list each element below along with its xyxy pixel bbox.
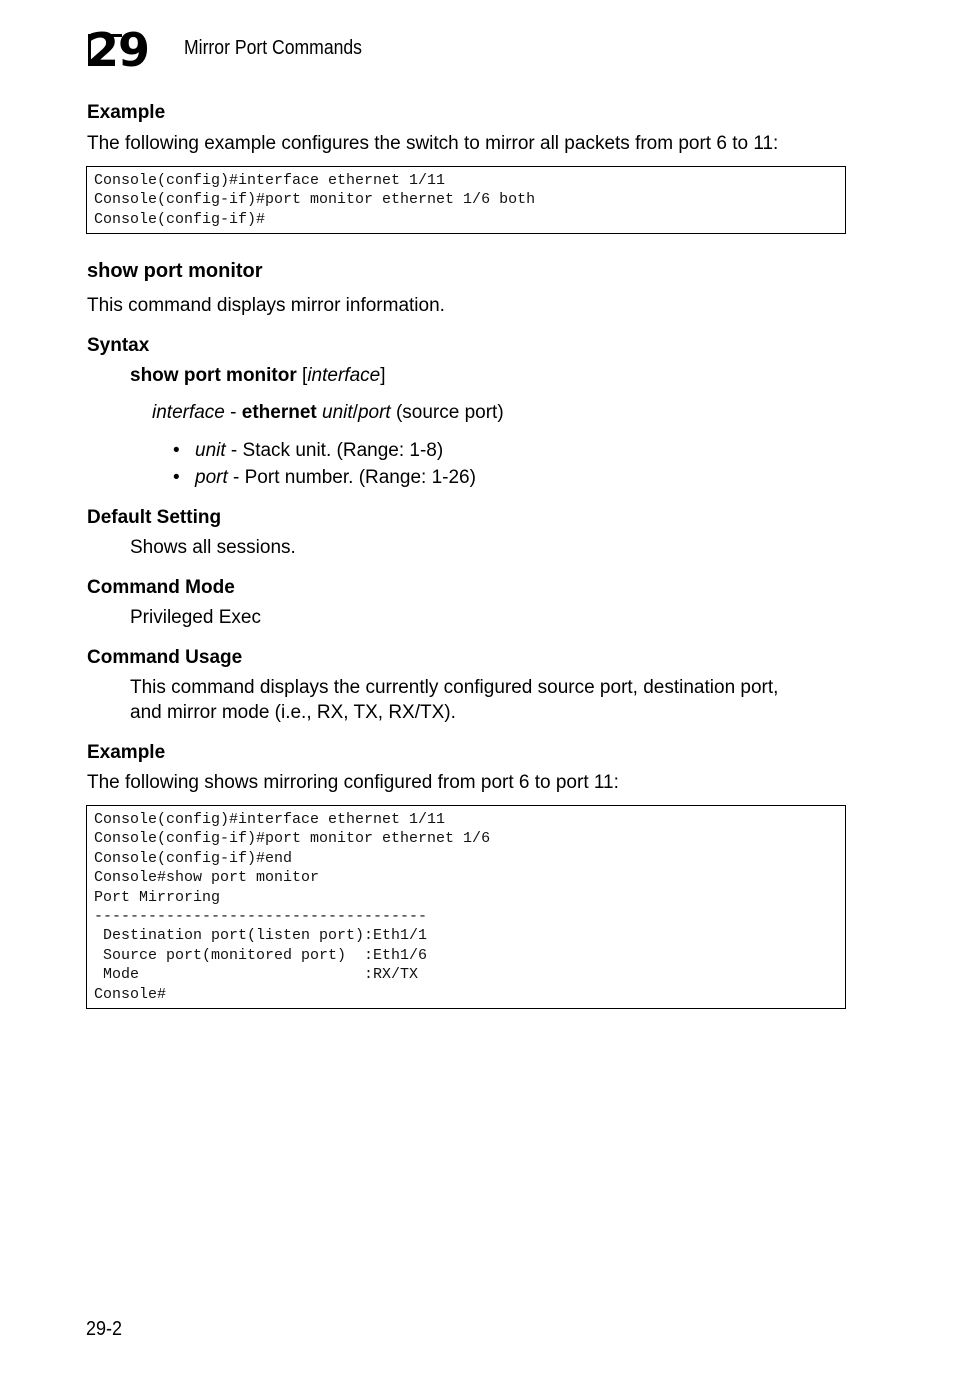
param-unit: unit <box>322 402 353 423</box>
syntax-heading: Syntax <box>87 335 150 356</box>
command-title: show port monitor <box>87 260 263 282</box>
chapter-number: 29 <box>87 23 150 77</box>
param-suffix: (source port) <box>390 402 504 423</box>
syntax-close-bracket: ] <box>380 365 386 386</box>
example-heading: Example <box>87 742 166 763</box>
example-intro: The following shows mirroring configured from port 6 to port 11: <box>87 772 619 793</box>
bullet-text: - Port number. (Range: 1-26) <box>227 467 476 488</box>
command-usage-line-1: This command displays the currently configured source port, destination port, <box>130 677 779 698</box>
code-line: Destination port(listen port):Eth1/1 <box>94 927 428 945</box>
page-number: 29-2 <box>86 1318 123 1340</box>
code-line: Console#show port monitor <box>94 869 320 887</box>
syntax-command: show port monitor <box>130 365 297 386</box>
param-slash: / <box>352 402 358 423</box>
code-line: Console(config-if)#end <box>94 849 293 867</box>
chapter-title: Mirror Port Commands <box>184 37 362 59</box>
example-intro: The following example configures the switch to mirror all packets from port 6 to 11: <box>87 133 779 154</box>
param-keyword: ethernet <box>241 402 317 423</box>
command-description: This command displays mirror information. <box>87 295 445 316</box>
command-mode-text: Privileged Exec <box>130 607 261 628</box>
bullet-text: - Stack unit. (Range: 1-8) <box>225 440 444 461</box>
code-line: Mode :RX/TX <box>94 966 419 984</box>
code-line: ------------------------------------- <box>94 908 428 926</box>
default-setting-text: Shows all sessions. <box>130 537 296 558</box>
code-line: Source port(monitored port) :Eth1/6 <box>94 946 428 964</box>
syntax-param-definition <box>152 402 504 424</box>
syntax-bullet-unit <box>195 440 443 462</box>
code-block-example-2 <box>86 805 846 1009</box>
code-line: Console(config-if)# <box>94 210 266 228</box>
command-usage-heading: Command Usage <box>87 647 243 668</box>
bullet-marker: • <box>173 440 180 461</box>
code-block-example-1 <box>86 166 846 234</box>
command-usage-line-2: and mirror mode (i.e., RX, TX, RX/TX). <box>130 702 456 723</box>
param-port: port <box>357 402 391 423</box>
example-heading: Example <box>87 102 166 123</box>
syntax-param: interface <box>307 365 381 386</box>
bullet-marker: • <box>173 467 180 488</box>
syntax-command-line <box>130 365 385 387</box>
code-line: Console(config)#interface ethernet 1/11 <box>94 172 446 189</box>
code-line: Console(config)#interface ethernet 1/11 <box>94 811 446 828</box>
syntax-bullet-port <box>195 467 476 489</box>
command-mode-heading: Command Mode <box>87 577 235 598</box>
code-line: Console# <box>94 985 167 1003</box>
code-line: Console(config-if)#port monitor ethernet 1/6 <box>94 830 491 848</box>
param-dash: - <box>224 402 242 423</box>
syntax-open-bracket: [ <box>302 365 308 386</box>
code-line: Port Mirroring <box>94 888 221 906</box>
code-line: Console(config-if)#port monitor ethernet 1/6 both <box>94 191 536 209</box>
default-setting-heading: Default Setting <box>87 507 222 528</box>
param-name: interface <box>152 402 225 423</box>
bullet-term: port <box>195 467 228 488</box>
bullet-term: unit <box>195 440 226 461</box>
